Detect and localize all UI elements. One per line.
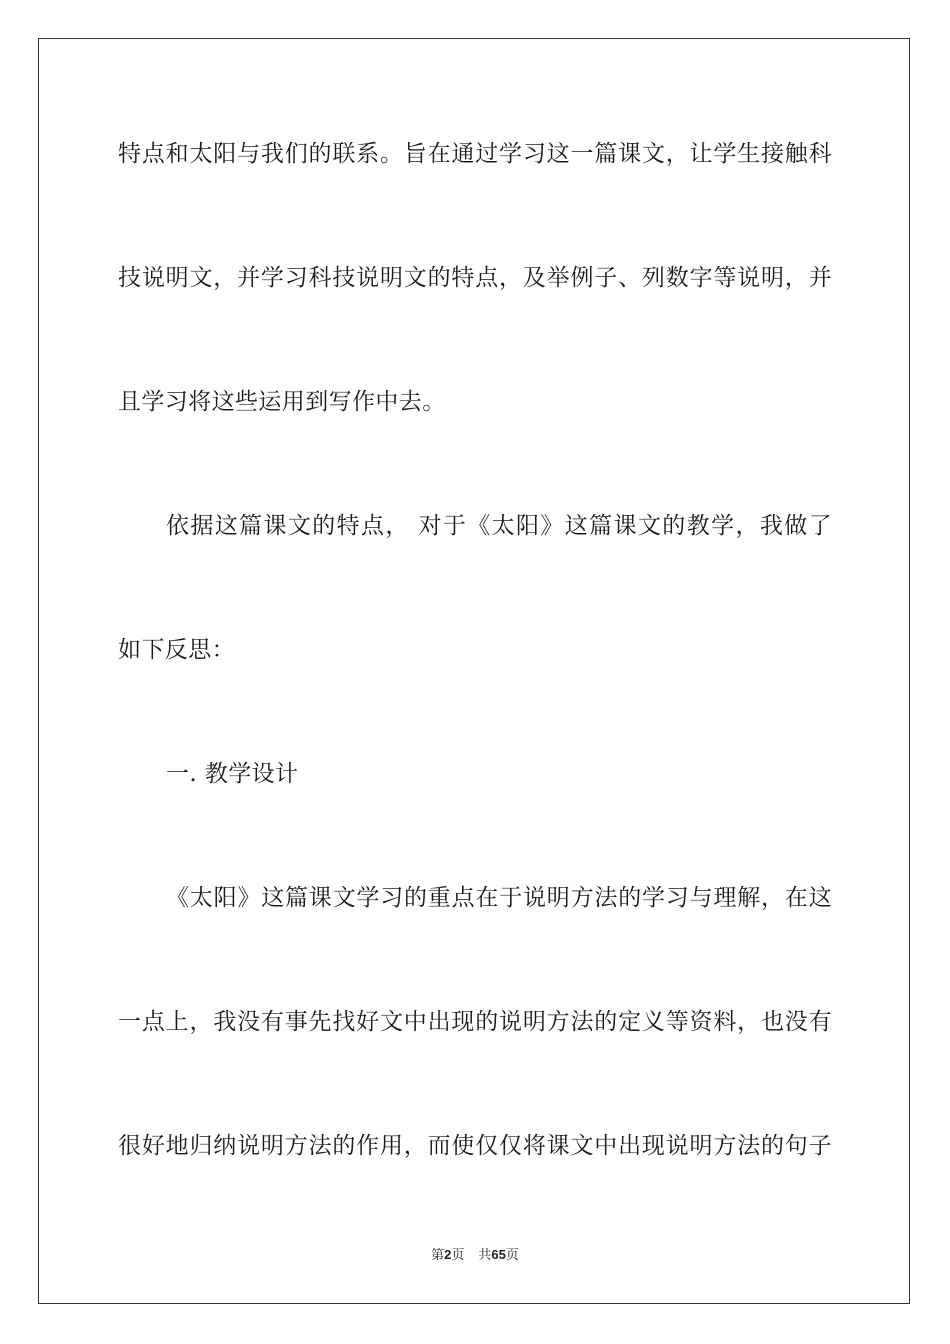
page-prefix: 第 — [431, 1248, 445, 1263]
body-text-line-5: 如下反思： — [118, 637, 235, 663]
total-pages: 65 — [491, 1247, 506, 1262]
page-suffix: 页 — [451, 1248, 465, 1263]
body-text-line-4: 依据这篇课文的特点， 对于《太阳》这篇课文的教学，我做了 — [166, 513, 832, 539]
body-text-line-1: 特点和太阳与我们的联系。旨在通过学习这一篇课文，让学生接触科 — [118, 141, 832, 167]
total-suffix: 页 — [505, 1248, 519, 1263]
section-heading: 一. 教学设计 — [166, 761, 299, 787]
body-text-line-3: 且学习将这些运用到写作中去。 — [118, 389, 446, 415]
page-frame — [38, 38, 910, 1304]
body-text-line-8: 一点上，我没有事先找好文中出现的说明方法的定义等资料，也没有 — [118, 1009, 832, 1035]
total-prefix: 共 — [478, 1248, 492, 1263]
body-text-line-2: 技说明文，并学习科技说明文的特点，及举例子、列数字等说明，并 — [118, 265, 832, 291]
page-number: 2 — [444, 1247, 452, 1262]
body-text-line-7: 《太阳》这篇课文学习的重点在于说明方法的学习与理解，在这 — [166, 885, 832, 911]
page-footer — [0, 1246, 950, 1265]
body-text-line-9: 很好地归纳说明方法的作用，而使仅仅将课文中出现说明方法的句子 — [118, 1133, 832, 1159]
